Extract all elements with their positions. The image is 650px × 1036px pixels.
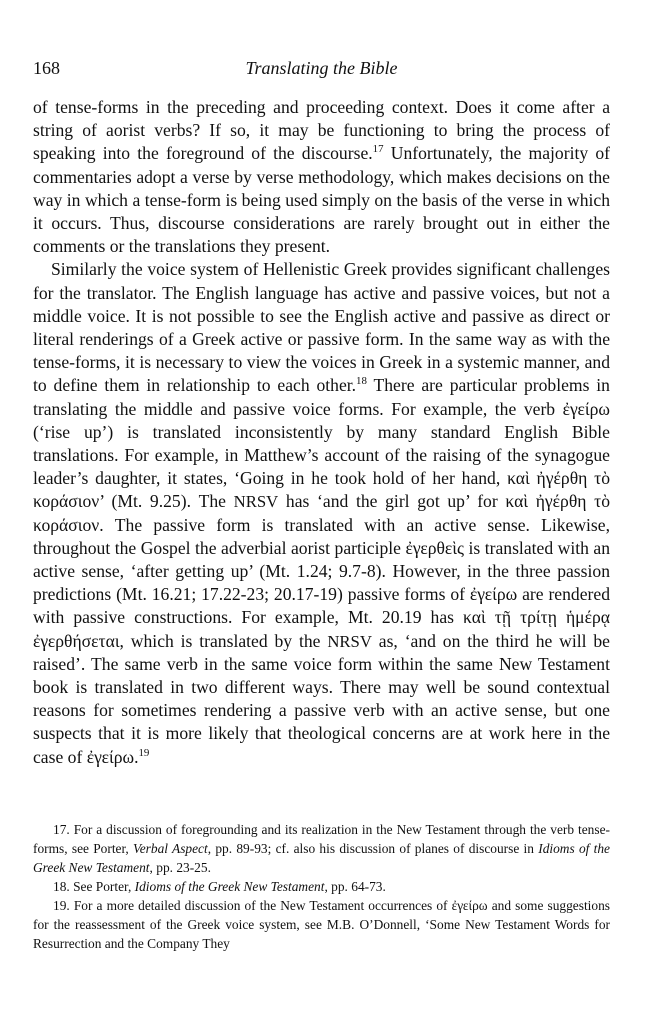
footnote-19	[33, 896, 610, 953]
paragraph-2	[33, 258, 610, 768]
text-run: as, ‘and on the third he will be raised’. The same verb in the same voice form within the same New Testament book is translated in two different ways. There may well be sound contextual reasons for sometimes rendering a passive verb with an active sense, but one suspects that it is more likely that theological concerns are at work here in the case of ἐγείρω.	[33, 630, 610, 767]
text-run: 19. For a more detailed discussion of the New Testament occurrences of ἐγείρω and some suggestions for the reassessment of the Greek voice system, see M.B. O’Donnell, ‘Some New Testament Words for Resurrection and the Company They	[33, 898, 610, 951]
running-title: Translating the Bible	[245, 58, 398, 78]
footnote-18	[33, 877, 610, 896]
book-title: Idioms of the Greek New Testament	[134, 879, 325, 894]
nrsv-abbrev: NRSV	[233, 492, 279, 512]
text-run: has ‘and the girl got up’ for καὶ ἠγέρθη τὸ κοράσιον. The passive form is translated with an active sense. Likewise, throughout the Gospel the adverbial aorist participle ἐγερθεὶς is translated with an active sense, ‘after getting up’ (Mt. 1.24; 9.7-8). However, in the three passion predictions (Mt. 16.21; 17.22-23; 20.17-19) passive forms of ἐγείρω are rendered with passive constructions. For example, Mt. 20.19 has καὶ τῇ τρίτῃ ἡμέρᾳ ἐγερθήσεται, which is translated by the	[33, 491, 611, 651]
page-header	[33, 58, 610, 82]
book-title: Verbal Aspect	[133, 841, 208, 856]
text-run: Similarly the voice system of Hellenistic Greek provides significant challenges for the translator. The English language has active and passive voices, but not a middle voice. It is not possible to see the English active and passive as direct or literal renderings of a Greek active or passive form. In the same way as with the tense-forms, it is necessary to view the voices in Greek in a systemic manner, and to define them in relationship to each other.	[33, 259, 610, 396]
text-run: 17. For a discussion of foregrounding and its realization in the New Testament through the verb tense-forms, see Porter,	[33, 822, 610, 856]
paragraph-1	[33, 96, 610, 258]
text-run: 18. See Porter,	[53, 879, 135, 894]
text-run: , pp. 23-25.	[149, 860, 211, 875]
footnotes	[33, 820, 610, 953]
nrsv-abbrev: NRSV	[327, 631, 372, 651]
main-text	[33, 96, 610, 769]
text-run: of tense-forms in the preceding and proceeding context. Does it come after a string of aorist verbs? If so, it may be functioning to bring the process of speaking into the foreground of the discourse.	[33, 97, 610, 164]
footnote-ref-18: 18	[356, 375, 367, 388]
footnote-ref-19: 19	[138, 746, 150, 759]
text-run: , pp. 89-93; cf. also his discussion of planes of discourse in	[207, 841, 539, 856]
text-run: , pp. 64-73.	[324, 879, 386, 894]
page-number: 168	[33, 58, 60, 78]
footnote-ref-17: 17	[372, 143, 384, 156]
book-title: Idioms of the Greek New Testament	[33, 841, 610, 875]
text-run: There are particular problems in translating the middle and passive voice forms. For example, the verb ἐγείρω (‘rise up’) is translated inconsistently by many standard English Bible translations. For example, in Matthew’s account of the raising of the synagogue leader’s daughter, it states, ‘Going in he took hold of her hand, καὶ ἠγέρθη τὸ κοράσιον’ (Mt. 9.25). The	[33, 375, 610, 512]
footnote-17	[33, 820, 610, 877]
text-run: Unfortunately, the majority of commentaries adopt a verse by verse methodology, which makes decisions on the way in which a tense-form is being used simply on the basis of the verse in which it occurs. Thus, discourse considerations are rarely brought out in either the comments or the translations they present.	[33, 143, 610, 257]
